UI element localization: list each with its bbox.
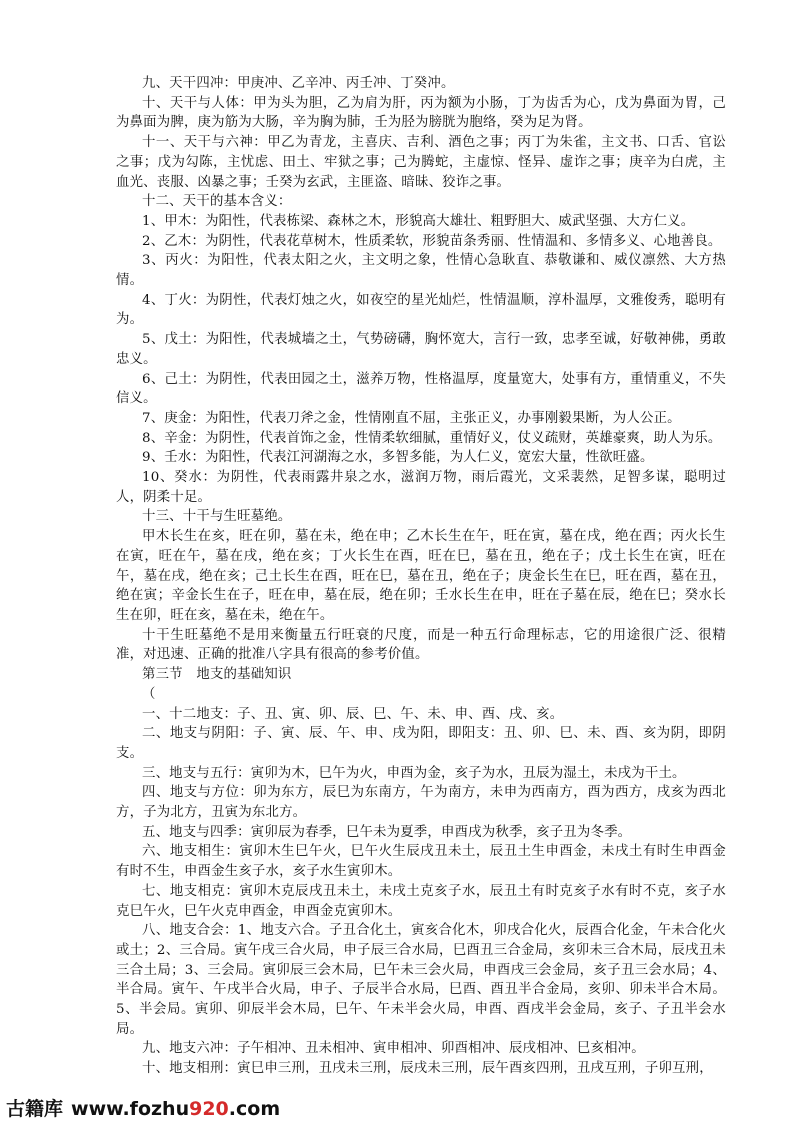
footer-url-accent: 920	[189, 1098, 229, 1120]
list-item: 9、壬水：为阳性，代表江河湖海之水，多智多能，为人仁义，宽宏大量，性欲旺盛。	[142, 450, 654, 466]
list-item: 10、癸水：为阴性，代表雨露井泉之水，滋润万物，雨后霞光，文采裴然，足智多谋，聪明过人，阴柔十足。	[116, 470, 726, 505]
paragraph-dizhi-list: 一、十二地支：子、丑、寅、卯、辰、巳、午、未、申、酉、戌、亥。	[142, 706, 564, 722]
list-item: 1、甲木：为阳性，代表栋梁、森林之木，形貌高大雄壮、粗野胆大、威武坚强、大方仁义。	[142, 213, 695, 229]
paragraph-dizhi-yinyang: 二、地支与阴阳：子、寅、辰、午、申、戌为阳，即阳支：丑、卯、巳、未、酉、亥为阴，即阴支。	[116, 726, 726, 761]
list-item: 8、辛金：为阴性，代表首饰之金，性情柔软细腻，重情好义，仗义疏财，英雄豪爽，助人为乐。	[142, 430, 722, 446]
paragraph-dizhi-wuxing: 三、地支与五行：寅卯为木，巳午为火，申酉为金，亥子为水，丑辰为湿土，未戌为干土。	[142, 765, 686, 781]
stray-mark: （	[142, 686, 156, 702]
section-heading-tiangan-meaning: 十二、天干的基本含义：	[142, 194, 292, 210]
paragraph-dizhi-xiangxing: 十、地支相刑：寅巳申三刑，丑戌未三刑，辰戌未三刑，辰午酉亥四刑，丑戌互刑，子卯互刑，	[142, 1061, 713, 1077]
paragraph-tiangan-renti: 十、天干与人体：甲为头为胆，乙为肩为肝，丙为额为小肠，丁为齿舌为心，戊为鼻面为胃，己为鼻面为脾，庚为筋为大肠，辛为胸为肺，壬为胫为膀胱为胞络，癸为足为肾。	[116, 95, 726, 131]
footer-url	[71, 1098, 280, 1120]
paragraph-tiangan-liushen: 十一、天干与六神：甲乙为青龙，主喜庆、吉利、酒色之事；丙丁为朱雀，主文书、口舌、官讼之事；戊为勾陈，主忧虑、田土、牢狱之事；己为腾蛇，主虚惊、怪异、虚诈之事；庚辛为白虎，主血光、丧服、凶暴之事；壬癸为玄武，主匪盗、暗昧、狡诈之事。	[116, 135, 726, 190]
list-item: 3、丙火：为阳性，代表太阳之火，主文明之象，性情心急耿直、恭敬谦和、威仪凛然、大方热情。	[116, 253, 726, 289]
footer-brand: 古籍库	[6, 1098, 64, 1120]
list-item: 4、丁火：为阴性，代表灯烛之火，如夜空的星光灿烂，性情温顺，淳朴温厚，文雅俊秀，聪明有为。	[116, 292, 726, 328]
list-item: 7、庚金：为阳性，代表刀斧之金，性情刚直不屈，主张正义，办事刚毅果断，为人公正。	[142, 410, 681, 426]
paragraph-dizhi-fangwei: 四、地支与方位：卯为东方，辰巳为东南方，午为南方，未申为西南方，酉为西方，戌亥为西北方，子为北方，丑寅为东北方。	[116, 785, 726, 821]
paragraph-shengwang-mujue: 甲木长生在亥，旺在卯，墓在未，绝在申；乙木长生在午，旺在寅，墓在戌，绝在酉；丙火长生在寅，旺在午，墓在戌，绝在亥；丁火长生在酉，旺在巳，墓在丑，绝在子；戊土长生在寅，旺在午，墓在戌，绝在亥；己土长生在酉，旺在巳，墓在丑，绝在子；庚金长生在巳，旺在酉，墓在丑，绝在寅；辛金长生在子，旺在申，墓在辰，绝在卯；壬水长生在申，旺在子墓在辰，绝在巳；癸水长生在卯，旺在亥，墓在未，绝在午。	[116, 529, 726, 623]
footer-url-prefix: www.fozhu	[71, 1098, 190, 1120]
list-item: 5、戊土：为阳性，代表城墙之土，气势磅礴，胸怀宽大，言行一致，忠孝至诚，好敬神佛，勇敢忠义。	[116, 332, 726, 367]
paragraph-dizhi-xiangke: 七、地支相克：寅卯木克辰戌丑未土，未戌土克亥子水，辰丑土有时克亥子水有时不克，亥子水克巳午火，巳午火克申酉金，申酉金克寅卯木。	[116, 883, 726, 919]
chapter-heading-dizhi: 第三节 地支的基础知识	[142, 667, 292, 683]
footer-watermark	[6, 1094, 280, 1121]
list-item: 2、乙木：为阴性，代表花草树木，性质柔软，形貌苗条秀丽、性情温和、多情多义、心地善良。	[142, 233, 722, 249]
paragraph-dizhi-liuchong: 九、地支六冲：子午相冲、丑未相冲、寅申相冲、卯酉相冲、辰戌相冲、巳亥相冲。	[142, 1041, 645, 1057]
section-heading-shengwang: 十三、十干与生旺墓绝。	[142, 509, 292, 525]
document-body	[116, 74, 726, 1079]
list-item: 6、己土：为阴性，代表田园之土，滋养万物，性格温厚，度量宽大，处事有方，重情重义，不失信义。	[116, 371, 726, 407]
footer-url-suffix: .com	[228, 1098, 281, 1120]
paragraph-shengwang-note: 十干生旺墓绝不是用来衡量五行旺衰的尺度，而是一种五行命理标志，它的用途很广泛、很精准，对迅速、正确的批准八字具有很高的参考价值。	[116, 627, 726, 663]
paragraph-tiangan-sichong: 九、天干四冲：甲庚冲、乙辛冲、丙壬冲、丁癸冲。	[142, 76, 455, 91]
paragraph-dizhi-hehui: 八、地支合会：1、地支六合。子丑合化土，寅亥合化木，卯戌合化火，辰酉合化金，午未合化火或土；2、三合局。寅午戌三合火局，申子辰三合水局，巳酉丑三合金局，亥卯未三合木局，辰戌丑未三合土局；3、三会局。寅卯辰三会木局，巳午未三会火局，申酉戌三会金局，亥子丑三会水局；4、半合局。寅午、午戌半合火局，申子、子辰半合水局，巳酉、酉丑半合金局，亥卯、卯未半合木局。5、半会局。寅卯、卯辰半会木局，巳午、午未半会火局，申酉、酉戌半会金局，亥子、子丑半会水局。	[116, 923, 726, 1037]
paragraph-dizhi-siji: 五、地支与四季：寅卯辰为春季，巳午未为夏季，申酉戌为秋季，亥子丑为冬季。	[142, 824, 632, 840]
paragraph-dizhi-xiangsheng: 六、地支相生：寅卯木生巳午火，巳午火生辰戌丑未土，辰丑土生申酉金，未戌土有时生申酉金有时不生，申酉金生亥子水，亥子水生寅卯木。	[116, 844, 726, 880]
